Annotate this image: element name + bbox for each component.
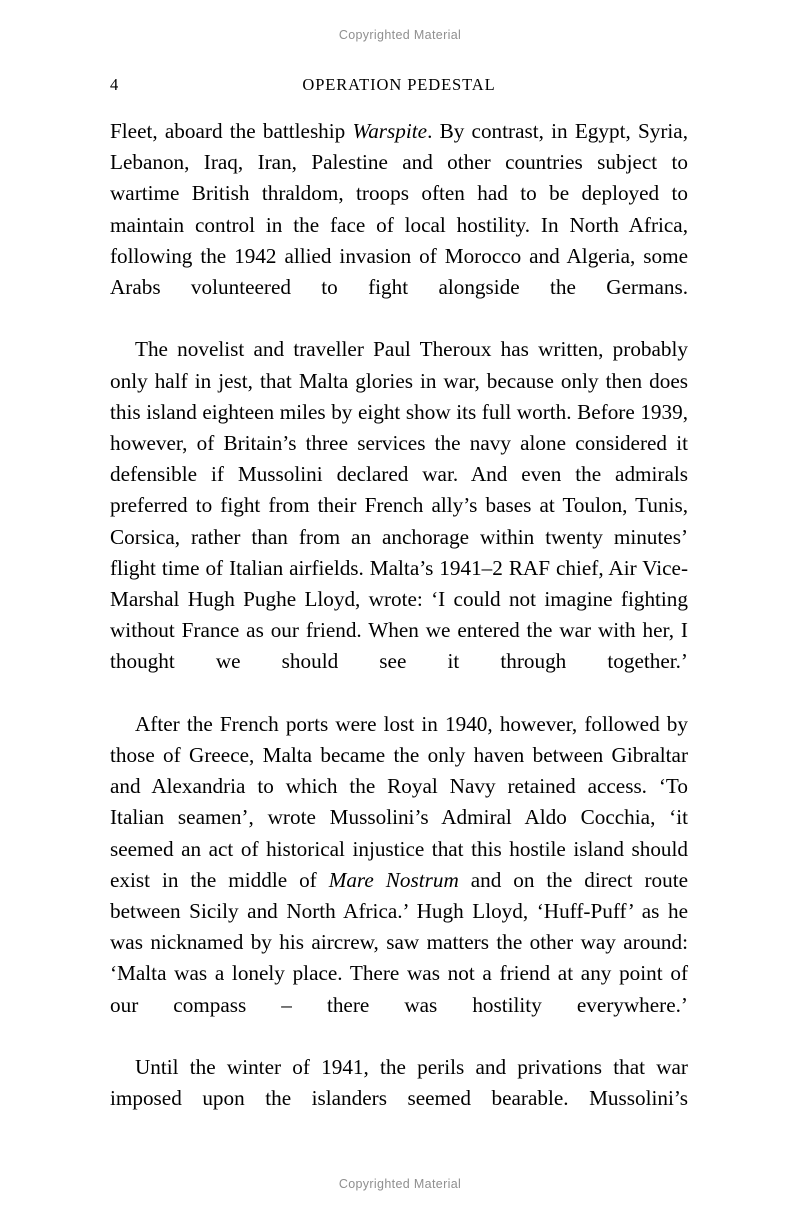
page-number: 4 [110, 75, 119, 94]
italic-phrase: Mare Nostrum [328, 867, 459, 892]
copyright-watermark-bottom: Copyrighted Material [338, 1177, 462, 1191]
copyright-watermark-top: Copyrighted Material [338, 28, 462, 42]
italic-phrase: Warspite [352, 119, 428, 143]
paragraph-4: Until the winter of 1941, the perils and privations that war imposed upon the islanders seemed bearable. Mussolini’s [110, 1055, 688, 1111]
body-text-block [110, 116, 688, 1146]
paragraph-3: After the French ports were lost in 1940, however, followed by those of Greece, Malta became the only haven between Gibraltar and Alexandria to which the Royal Navy retained access. ‘To Italian seamen’, wrote Mussolini’s Admiral Aldo Cocchia, ‘it seemed an act of historical injustice that this hostile island should exist in the middle of Mare Nostrum and on the direct route between Sicily and North Africa.’ Hugh Lloyd, ‘Huff-Puff’ as he was nicknamed by his aircrew, saw matters the other way around: ‘Malta was a lonely place. There was not a friend at any point of our compass – there was hostility everywhere.’ [110, 711, 688, 1017]
running-head [110, 74, 688, 96]
paragraph-1: Fleet, aboard the battleship Warspite. By contrast, in Egypt, Syria, Lebanon, Iraq, Iran, Palestine and other countries subject to wartime British thraldom, troops often had to be deployed to maintain control in the face of local hostility. In North Africa, following the 1942 allied invasion of Morocco and Algeria, some Arabs volunteered to fight alongside the Germans. [110, 119, 689, 300]
running-title: OPERATION PEDESTAL [302, 75, 496, 94]
paragraph-2: The novelist and traveller Paul Theroux has written, probably only half in jest, that Malta glories in war, because only then does this island eighteen miles by eight show its full worth. Before 1939, however, of Britain’s three services the navy alone considered it defensible if Mussolini declared war. And even the admirals preferred to fight from their French ally’s bases at Toulon, Tunis, Corsica, rather than from an anchorage within twenty minutes’ flight time of Italian airfields. Malta’s 1941–2 RAF chief, Air Vice-Marshal Hugh Pughe Lloyd, wrote: ‘I could not imagine fighting without France as our friend. When we entered the war with her, I thought we should see it through together.’ [110, 337, 688, 674]
